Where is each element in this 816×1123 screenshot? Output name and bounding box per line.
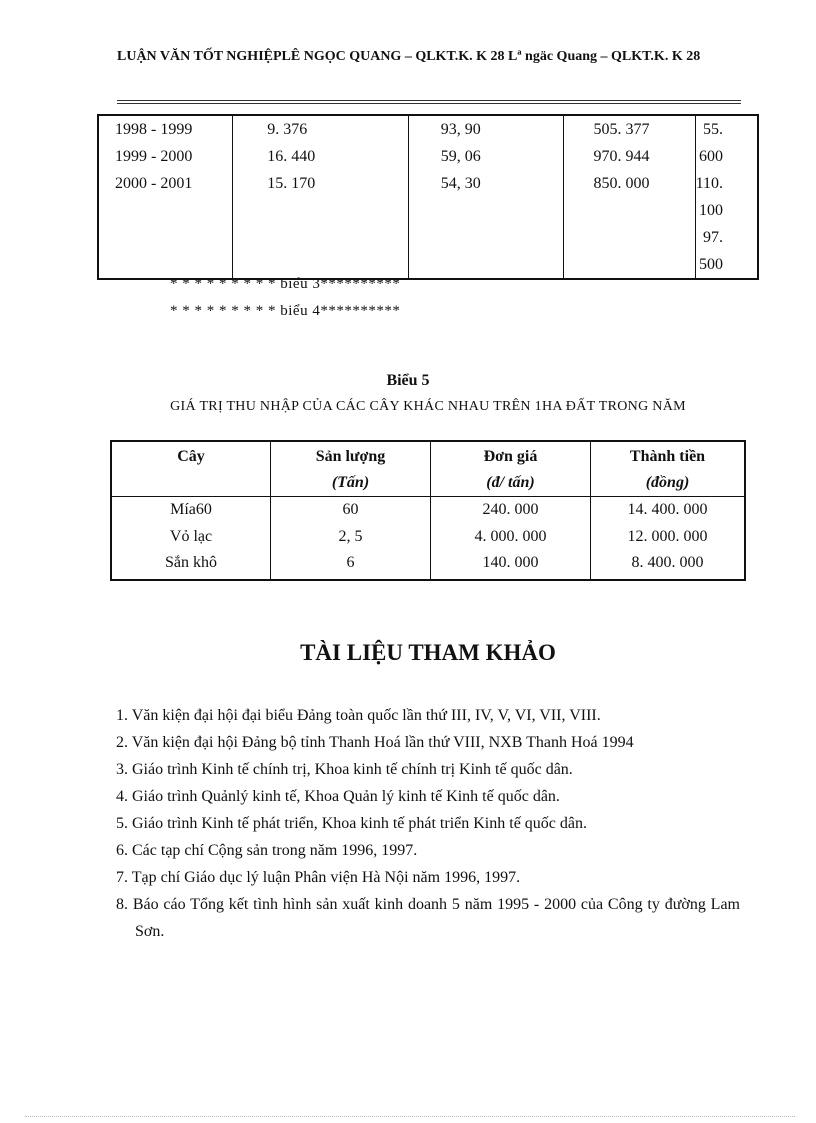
value-col-2: 9. 376 16. 440 15. 170	[233, 115, 409, 279]
references-title: TÀI LIỆU THAM KHẢO	[300, 640, 556, 665]
col-header-price: Đơn giá (đ/ tấn)	[431, 441, 591, 497]
col-header-yield: Sản lượng (Tấn)	[271, 441, 431, 497]
table-row: Sắn khô 6 140. 000 8. 400. 000	[111, 550, 745, 580]
list-item: 8. Báo cáo Tổng kết tình hình sản xuất kinh doanh 5 năm 1995 - 2000 của Công ty đường Lam Sơn.	[116, 896, 740, 940]
value-col-5: 55. 600 110. 100 97. 500	[695, 115, 758, 279]
col-header-total: Thành tiền (đồng)	[591, 441, 746, 497]
bieu5-title: Biểu 5	[386, 372, 430, 389]
chart-placeholder-3: * * * * * * * * * biểu 3**********	[170, 276, 401, 292]
table-row	[98, 115, 758, 279]
value-col-3: 93, 90 59, 06 54, 30	[408, 115, 563, 279]
header-rule-double	[117, 103, 741, 104]
list-item: 2. Văn kiện đại hội Đảng bộ tỉnh Thanh Hoá lần thứ VIII, NXB Thanh Hoá 1994	[116, 734, 634, 751]
bieu5-subtitle: GIÁ TRỊ THU NHẬP CỦA CÁC CÂY KHÁC NHAU TRÊN 1HA ĐẤT TRONG NĂM	[170, 399, 686, 414]
list-item: 5. Giáo trình Kinh tế phát triển, Khoa kinh tế phát triển Kinh tế quốc dân.	[116, 815, 587, 832]
list-item: 6. Các tạp chí Cộng sản trong năm 1996, 1997.	[116, 842, 418, 859]
list-item: 1. Văn kiện đại hội đại biểu Đảng toàn quốc lần thứ III, IV, V, VI, VII, VIII.	[116, 707, 601, 724]
list-item: 4. Giáo trình Quảnlý kinh tế, Khoa Quản lý kinh tế Kinh tế quốc dân.	[116, 788, 560, 805]
income-table	[110, 440, 746, 581]
table-row: Vỏ lạc 2, 5 4. 000. 000 12. 000. 000	[111, 524, 745, 551]
chart-placeholder-4: * * * * * * * * * biểu 4**********	[170, 303, 401, 319]
value-col-4: 505. 377 970. 944 850. 000	[563, 115, 695, 279]
year-cell: 1998 - 1999 1999 - 2000 2000 - 2001	[115, 121, 193, 192]
header-rule	[117, 100, 741, 101]
list-item: 7. Tạp chí Giáo dục lý luận Phân viện Hà Nội năm 1996, 1997.	[116, 869, 521, 886]
table-header-row	[111, 441, 745, 497]
production-table	[97, 114, 759, 280]
page-header	[117, 48, 747, 65]
page-footer-rule	[25, 1116, 795, 1117]
col-header-crop: Cây	[111, 441, 271, 497]
table-row: Mía60 60 240. 000 14. 400. 000	[111, 497, 745, 524]
references-list	[116, 702, 740, 945]
header-text: LUẬN VĂN TỐT NGHIỆPLÊ NGỌC QUANG – QLKT.K. K 28 Lª ngäc Quang – QLKT.K. K 28	[117, 49, 701, 64]
list-item: 3. Giáo trình Kinh tế chính trị, Khoa kinh tế chính trị Kinh tế quốc dân.	[116, 761, 573, 778]
